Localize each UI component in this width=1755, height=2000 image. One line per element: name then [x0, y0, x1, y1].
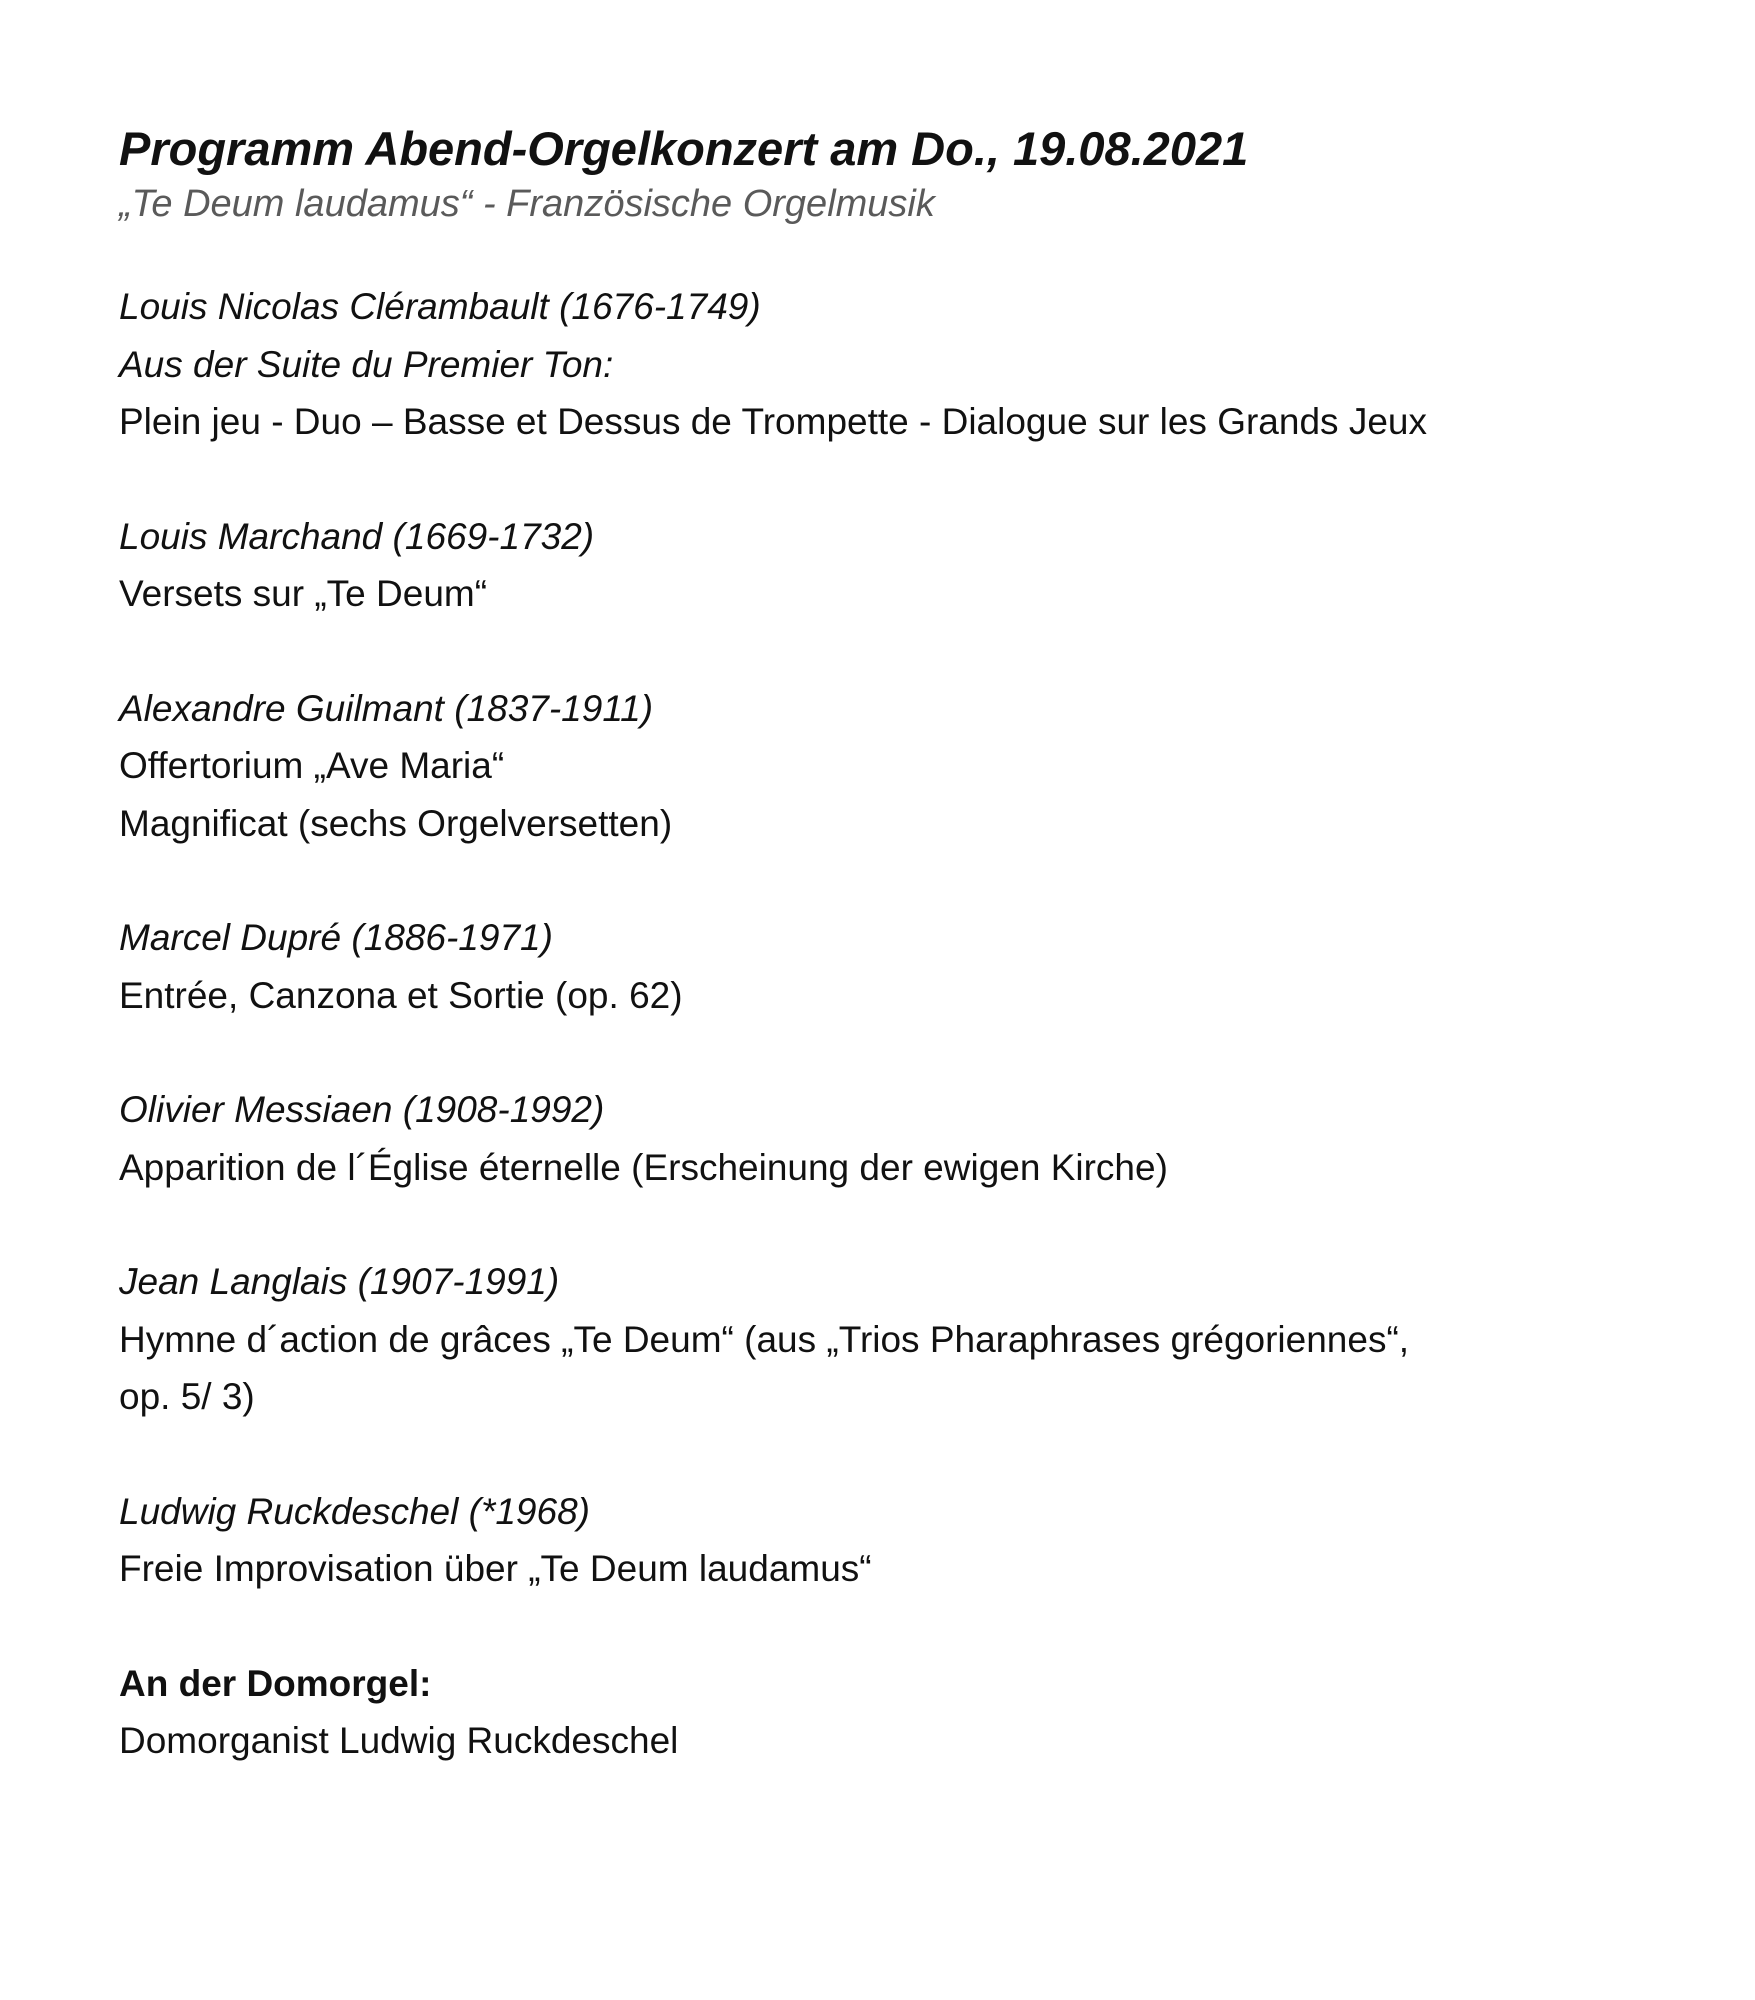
composer-name: Ludwig Ruckdeschel (*1968) — [119, 1490, 590, 1532]
work-title: Magnificat (sechs Orgelversetten) — [119, 802, 673, 844]
performer-section — [119, 1655, 1679, 1770]
program-entry-dupre — [119, 909, 1679, 1024]
page-subtitle: „Te Deum laudamus“ - Französische Orgelmusik — [119, 183, 935, 225]
program-entry-messiaen — [119, 1081, 1679, 1196]
composer-name: Olivier Messiaen (1908-1992) — [119, 1089, 605, 1130]
work-title: Freie Improvisation über „Te Deum laudamus“ — [119, 1548, 872, 1589]
work-title: Hymne d´action de grâces „Te Deum“ (aus „Trios Pharaphrases grégoriennes“, — [119, 1318, 1410, 1360]
composer-name: Marcel Dupré (1886-1971) — [119, 917, 553, 958]
composer-name: Louis Marchand (1669-1732) — [119, 515, 595, 557]
program-entry-guilmant — [119, 680, 1679, 853]
composer-name: Louis Nicolas Clérambault (1676-1749) — [119, 286, 761, 327]
program-entry-clerambault — [119, 278, 1679, 451]
program-entry-langlais — [119, 1253, 1679, 1426]
performer-heading: An der Domorgel: — [119, 1662, 432, 1704]
program-entry-ruckdeschel — [119, 1483, 1679, 1598]
work-title: Entrée, Canzona et Sortie (op. 62) — [119, 974, 683, 1016]
suite-title: Aus der Suite du Premier Ton: — [119, 343, 614, 385]
composer-name: Alexandre Guilmant (1837-1911) — [119, 687, 654, 729]
work-title: Offertorium „Ave Maria“ — [119, 745, 505, 786]
page-title: Programm Abend-Orgelkonzert am Do., 19.08.2021 — [119, 122, 1249, 175]
program-document — [119, 118, 1679, 1827]
program-entry-marchand — [119, 508, 1679, 623]
performer-name: Domorganist Ludwig Ruckdeschel — [119, 1720, 679, 1761]
composer-name: Jean Langlais (1907-1991) — [119, 1261, 560, 1302]
work-title: Apparition de l´Église éternelle (Erscheinung der ewigen Kirche) — [119, 1146, 1168, 1188]
work-title: Versets sur „Te Deum“ — [119, 573, 488, 614]
work-title: Plein jeu - Duo – Basse et Dessus de Trompette - Dialogue sur les Grands Jeux — [119, 401, 1427, 442]
work-title-continuation: op. 5/ 3) — [119, 1376, 255, 1417]
